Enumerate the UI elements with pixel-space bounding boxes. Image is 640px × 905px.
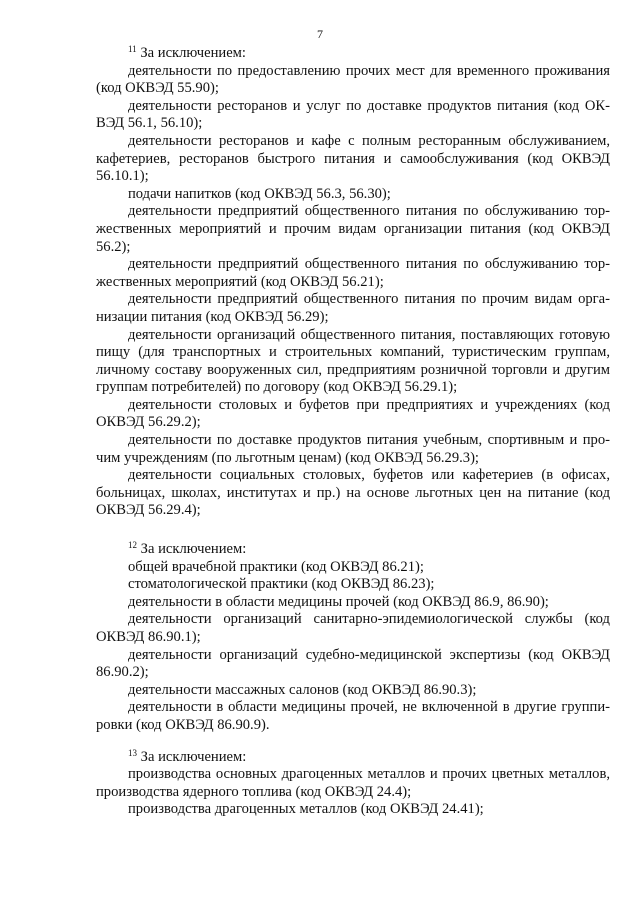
footnote-line: производства ядерного топлива (код ОКВЭД 24.4); bbox=[96, 783, 412, 800]
footnote-line: деятельности в области медицины прочей (код ОКВЭД 86.9, 86.90); bbox=[128, 593, 549, 610]
footnote-line: низации питания (код ОКВЭД 56.29); bbox=[96, 308, 329, 325]
footnote-line: деятельности организаций общественного питания, поставляющих готовую bbox=[128, 326, 610, 343]
footnote-line: деятельности предприятий общественного питания по обслуживанию тор- bbox=[128, 256, 610, 273]
footnote-line: деятельности ресторанов и услуг по доставке продуктов питания (код ОК- bbox=[128, 97, 610, 114]
footnote-line: деятельности по предоставлению прочих мест для временного проживания bbox=[128, 62, 610, 79]
footnote-line: ОКВЭД 86.90.1); bbox=[96, 629, 201, 645]
footnote-12 bbox=[96, 541, 610, 735]
footnote-line: общей врачебной практики (код ОКВЭД 86.21); bbox=[128, 558, 424, 575]
footnote-line: жественных мероприятий (код ОКВЭД 56.21); bbox=[96, 273, 384, 290]
footnote-line: кафетериев, ресторанов быстрого питания и самообслуживания (код ОКВЭД bbox=[96, 150, 610, 167]
footnote-line: (код ОКВЭД 55.90); bbox=[96, 80, 219, 97]
footnote-line: деятельности столовых и буфетов при предприятиях и учреждениях (код bbox=[128, 396, 610, 413]
footnotes-body bbox=[96, 45, 610, 819]
footnote-line: стоматологической практики (код ОКВЭД 86.23); bbox=[128, 576, 435, 593]
footnote-line: подачи напитков (код ОКВЭД 56.3, 56.30); bbox=[128, 185, 391, 202]
footnote-line: деятельности по доставке продуктов питания учебным, спортивным и про- bbox=[128, 432, 610, 449]
footnote-line: ровки (код ОКВЭД 86.90.9). bbox=[96, 716, 270, 733]
footnote-number: 13 bbox=[128, 747, 137, 758]
footnote-line: производства драгоценных металлов (код ОКВЭД 24.41); bbox=[128, 801, 484, 818]
footnote-line: деятельности организаций судебно-медицинской экспертизы (код ОКВЭД bbox=[128, 646, 610, 663]
footnote-number: 11 bbox=[128, 44, 137, 54]
footnote-line: деятельности предприятий общественного питания по обслуживанию тор- bbox=[128, 203, 610, 220]
footnote-line: ВЭД 56.1, 56.10); bbox=[96, 115, 203, 132]
footnote-line: 86.90.2); bbox=[96, 664, 149, 681]
footnote-heading: $^{13}$ За исключением: bbox=[128, 747, 247, 765]
footnote-line: деятельности организаций санитарно-эпидемиологической службы (код bbox=[128, 611, 610, 628]
footnote-line: пищу (для транспортных и строительных компаний, туристическим группам, bbox=[96, 344, 610, 361]
footnote-line: больницах, школах, институтах и пр.) на основе льготных цен на питание (код bbox=[96, 484, 610, 501]
footnote-line: чим учреждениям (по льготным ценам) (код ОКВЭД 56.29.3); bbox=[96, 449, 479, 466]
footnote-line: 56.10.1); bbox=[96, 168, 149, 185]
footnote-line: группам потребителей) по договору (код ОКВЭД 56.29.1); bbox=[96, 379, 458, 396]
footnote-line: деятельности массажных салонов (код ОКВЭД 86.90.3); bbox=[128, 681, 477, 698]
footnote-line: 56.2); bbox=[96, 238, 131, 255]
footnote-line: жественных мероприятий и прочим видам организации питания (код ОКВЭД bbox=[96, 220, 610, 237]
page-number: 7 bbox=[317, 27, 323, 41]
footnote-line: деятельности социальных столовых, буфетов или кафетериев (в офисах, bbox=[128, 467, 610, 484]
footnote-13 bbox=[96, 749, 610, 819]
footnote-heading: $^{12}$ За исключением: bbox=[128, 540, 247, 558]
footnote-line: деятельности в области медицины прочей, не включенной в другие группи- bbox=[128, 699, 610, 716]
footnote-line: деятельности ресторанов и кафе с полным ресторанным обслуживанием, bbox=[128, 132, 610, 149]
footnote-line: деятельности предприятий общественного питания по прочим видам орга- bbox=[128, 291, 610, 308]
footnote-line: ОКВЭД 56.29.4); bbox=[96, 502, 201, 519]
footnote-line: производства основных драгоценных металлов и прочих цветных металлов, bbox=[128, 766, 610, 783]
spacer bbox=[96, 735, 610, 749]
footnote-line: личному составу вооруженных сил, предприятиям розничной торговли и другим bbox=[96, 361, 610, 378]
footnote-11 bbox=[96, 45, 610, 520]
footnote-line: ОКВЭД 56.29.2); bbox=[96, 414, 201, 431]
footnote-heading: $^{11}$ За исключением: bbox=[128, 44, 246, 61]
spacer bbox=[96, 520, 610, 541]
footnote-number: 12 bbox=[128, 540, 137, 551]
